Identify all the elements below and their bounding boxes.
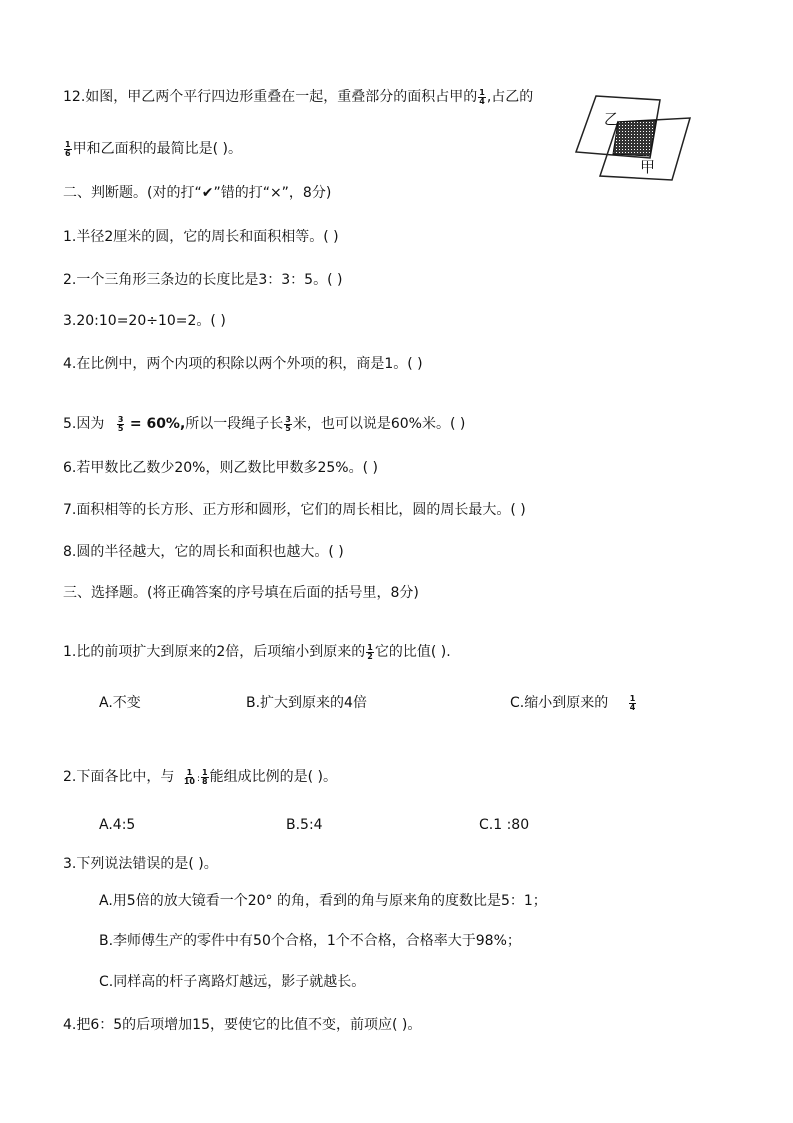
q1-text-a: 1.比的前项扩大到原来的2倍，后项缩小到原来的 (63, 644, 366, 660)
q1-option-c-fraction: $\frac{1}{4}$ (629, 693, 636, 712)
choice-q2 (63, 768, 337, 788)
q12-text-part2: ,占乙的 (486, 89, 534, 105)
q2-fraction-b: $\frac{1}{8}$ (202, 767, 208, 786)
q1-option-b: B.扩大到原来的4倍 (246, 695, 367, 711)
judge-item-4: 4.在比例中，两个内项的积除以两个外项的积，商是1。( ) (63, 356, 423, 372)
judge-item-7: 7.面积相等的长方形、正方形和圆形，它们的周长相比，圆的周长最大。( ) (63, 502, 526, 518)
judge-item-6: 6.若甲数比乙数少20%，则乙数比甲数多25%。( ) (63, 460, 378, 476)
judge-item-1: 1.半径2厘米的圆，它的周长和面积相等。( ) (63, 229, 339, 245)
q1-text-b: 它的比值( ). (374, 644, 451, 660)
q12-fraction-yi: $\frac{1}{6}$ (65, 139, 71, 158)
section3-title: 三、选择题。(将正确答案的序号填在后面的括号里，8分) (63, 585, 419, 601)
q2-fraction-a: $\frac{1}{10}$ (183, 767, 195, 786)
item5-fraction-b: $\frac{3}{5}$ (285, 414, 291, 433)
q1-fraction: $\frac{1}{2}$ (367, 642, 373, 661)
item5-suffix: 米，也可以说是60%米。( ) (292, 416, 466, 432)
q12-text-part3: 甲和乙面积的最简比是( )。 (72, 141, 242, 157)
q1-option-c-text: C.缩小到原来的 (510, 695, 609, 711)
parallelogram-overlap-figure (574, 92, 696, 184)
q2-option-b: B.5:4 (286, 817, 323, 833)
q2-option-c: C.1 :80 (479, 817, 530, 833)
section2-title: 二、判断题。(对的打“✔”错的打“×”，8分) (63, 185, 332, 201)
q1-option-a: A.不变 (99, 695, 141, 711)
q12-fraction-jia: $\frac{1}{4}$ (479, 87, 485, 106)
item5-equation: = 60%, (129, 416, 186, 432)
choice-q4: 4.把6：5的后项增加15，要使它的比值不变，前项应( )。 (63, 1017, 422, 1033)
q1-option-c (510, 694, 637, 712)
q12-line2 (63, 140, 242, 158)
judge-item-8: 8.圆的半径越大，它的周长和面积也越大。( ) (63, 544, 344, 560)
q3-option-a: A.用5倍的放大镜看一个20° 的角，看到的角与原来角的度数比是5：1； (99, 893, 547, 909)
judge-item-5 (63, 415, 465, 433)
choice-q1 (63, 643, 451, 661)
label-jia: 甲 (640, 158, 656, 176)
q2-suffix: 能组成比例的是( )。 (209, 769, 337, 785)
q3-option-b: B.李师傅生产的零件中有50个合格，1个不合格，合格率大于98%； (99, 933, 521, 949)
q2-colon: : (196, 774, 200, 784)
judge-item-2: 2.一个三角形三条边的长度比是3：3：5。( ) (63, 272, 343, 288)
choice-q3: 3.下列说法错误的是( )。 (63, 856, 218, 872)
q2-prefix: 2.下面各比中，与 (63, 769, 175, 785)
q12-line1 (63, 88, 533, 106)
label-yi: 乙 (604, 110, 620, 128)
q3-option-c: C.同样高的杆子离路灯越远，影子就越长。 (99, 974, 366, 990)
q12-text-part1: 12.如图，甲乙两个平行四边形重叠在一起，重叠部分的面积占甲的 (63, 89, 478, 105)
item5-prefix: 5.因为 (63, 416, 105, 432)
item5-fraction-a: $\frac{3}{5}$ (117, 414, 124, 433)
q2-option-a: A.4:5 (99, 817, 136, 833)
judge-item-3: 3.20:10=20÷10=2。( ) (63, 313, 226, 329)
item5-middle: 所以一段绳子长 (185, 416, 284, 432)
overlap-region (613, 120, 656, 156)
